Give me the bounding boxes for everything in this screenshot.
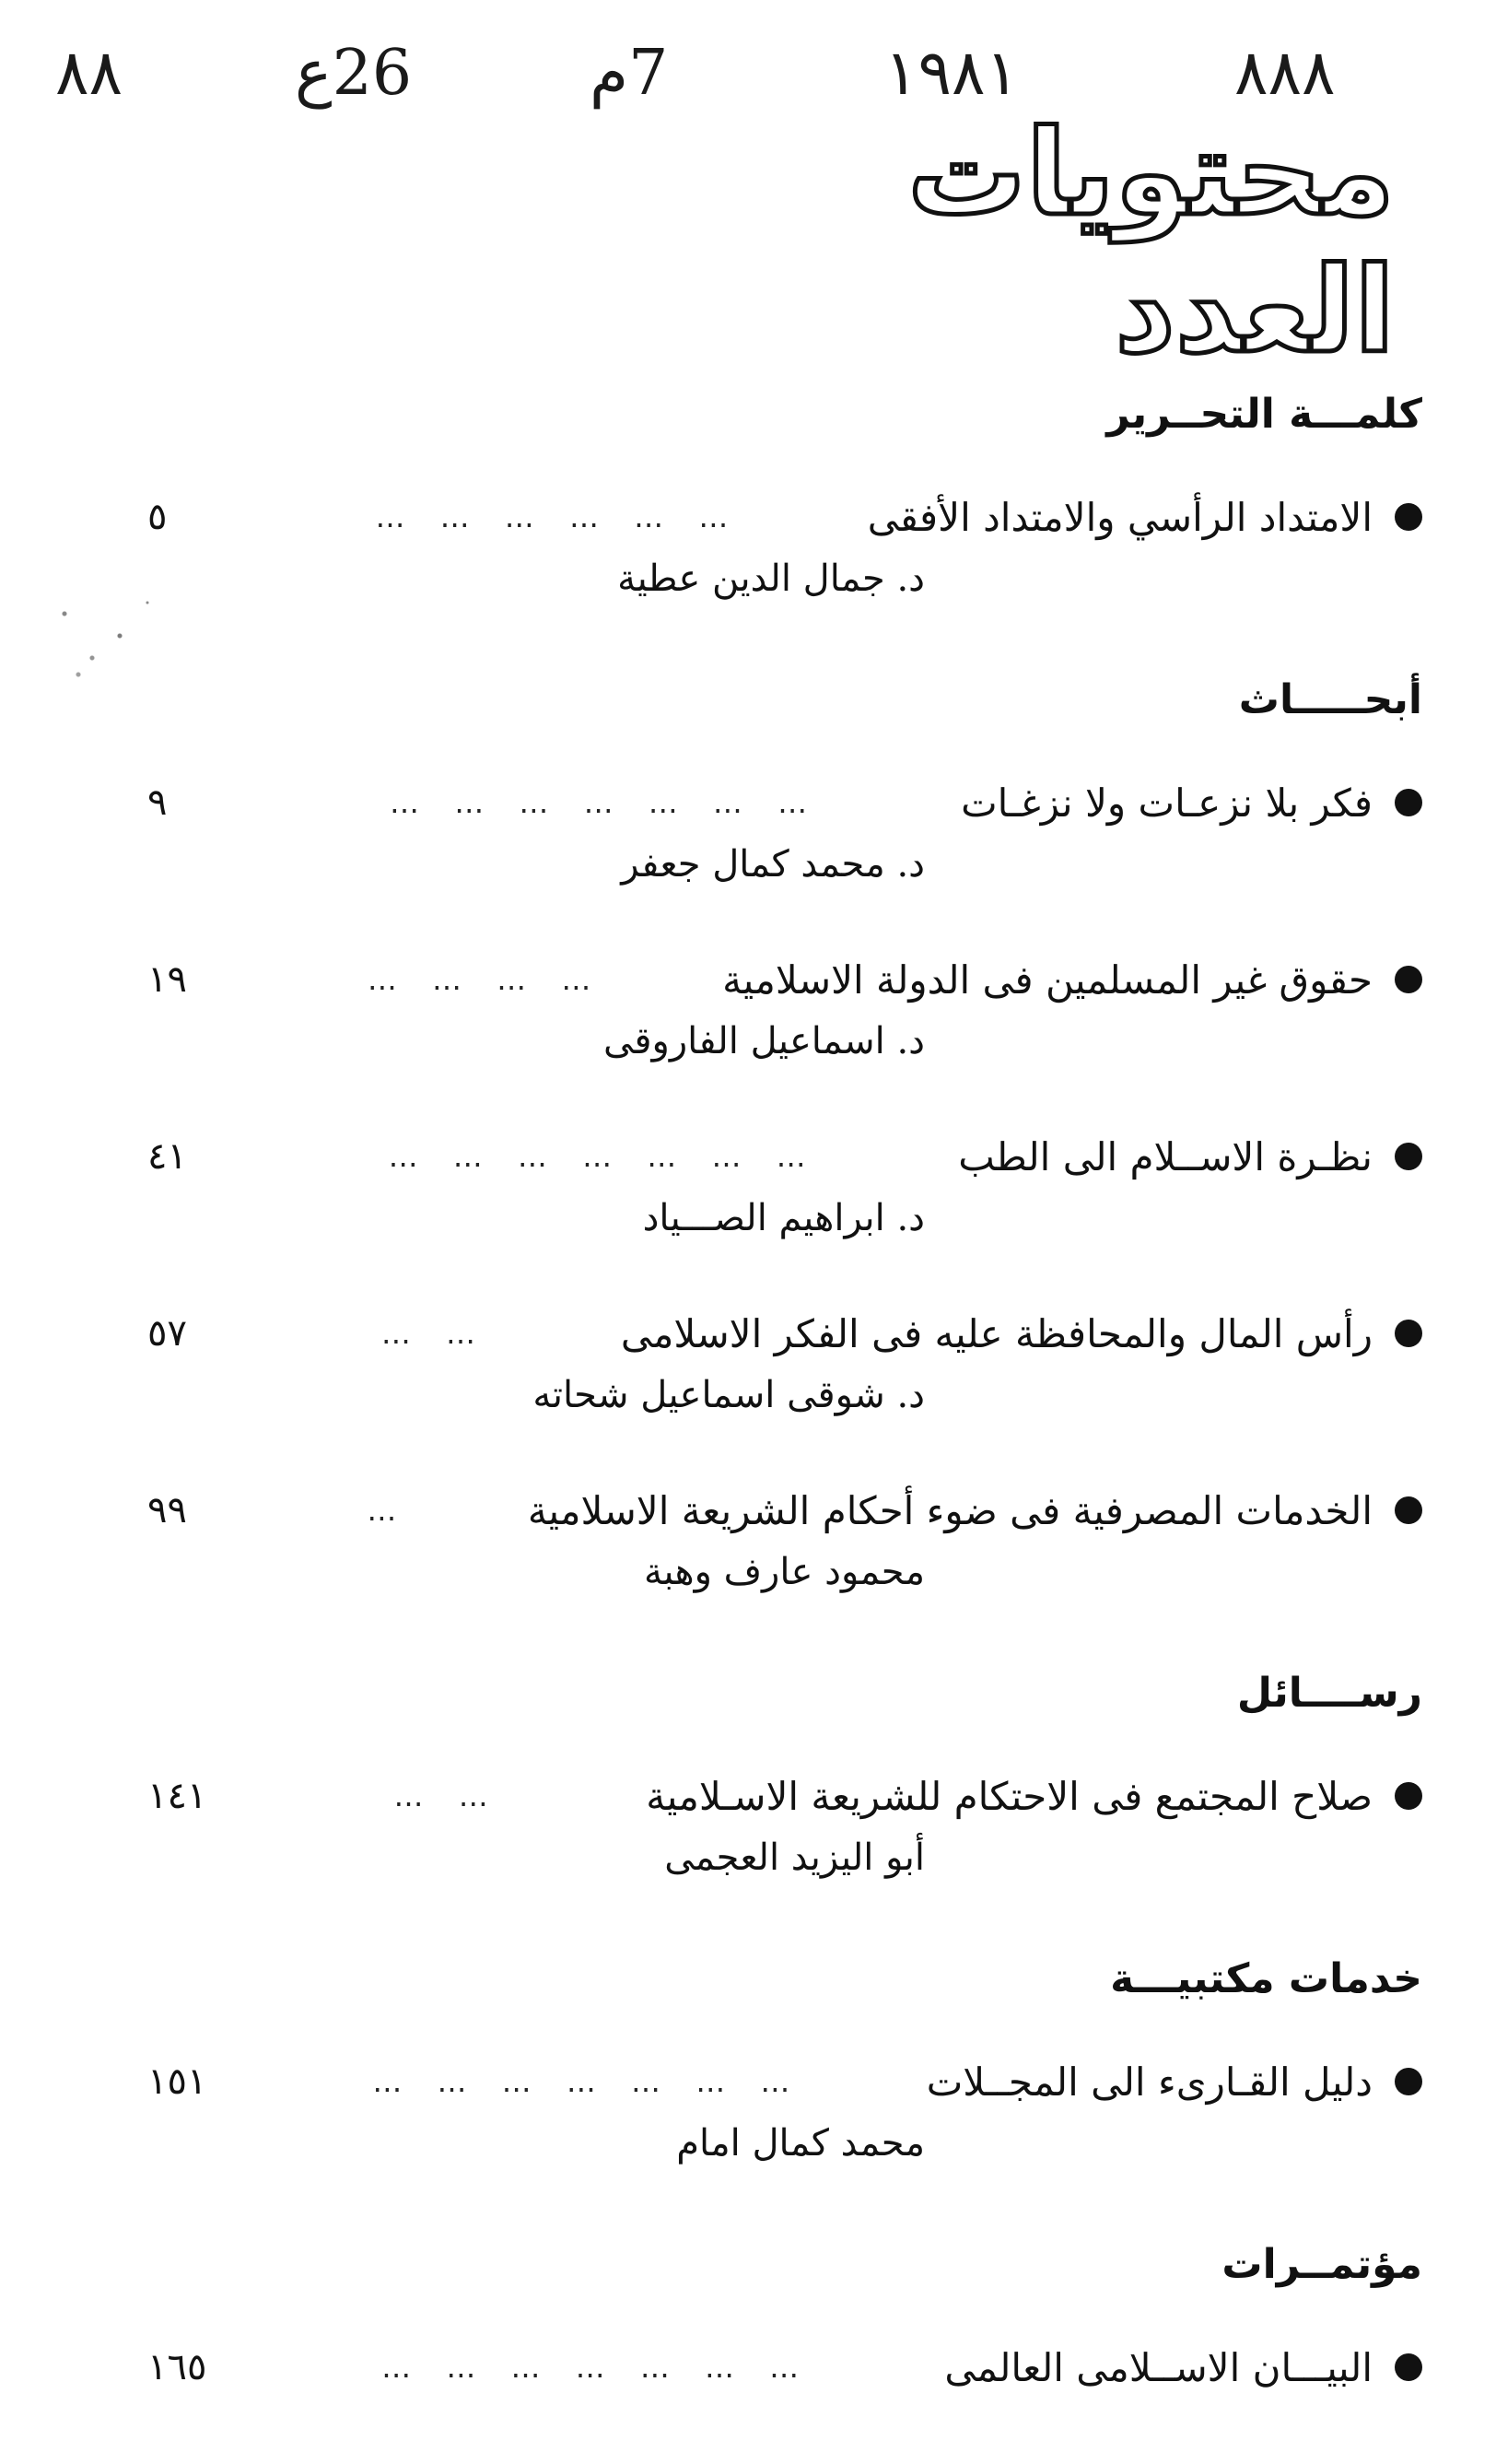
entry-author: د. اسماعيل الفاروقى bbox=[603, 1020, 925, 1062]
entry-title: الامتداد الرأسي والامتداد الأفقى bbox=[867, 494, 1373, 540]
page-number: ٩٩ bbox=[147, 1489, 187, 1531]
dot-leader: … … … … … … bbox=[375, 499, 742, 534]
toc-section-library-services bbox=[147, 1952, 1422, 2173]
entry-author: د. ابراهيم الصـــياد bbox=[642, 1197, 925, 1239]
dot-leader: … … … … … … … bbox=[381, 2350, 812, 2385]
dot-leader: … … … … … … … bbox=[372, 2064, 803, 2099]
toc-entry[interactable] bbox=[147, 1478, 1422, 1602]
toc-entry[interactable] bbox=[147, 1764, 1422, 1887]
page-number: ١٤١ bbox=[147, 1775, 207, 1817]
entry-title: دليل القـارىء الى المجــلات bbox=[926, 2059, 1373, 2105]
dot-leader: … … … … … … … bbox=[390, 785, 821, 820]
page-title: محتويات العدد bbox=[907, 104, 1395, 380]
entry-author: د. شوقى اسماعيل شحاته bbox=[532, 1374, 925, 1416]
entry-author: د. جمال الدين عطية bbox=[617, 557, 925, 600]
bullet-icon bbox=[1395, 2068, 1422, 2095]
toc-entry[interactable] bbox=[147, 485, 1422, 608]
toc-entry[interactable] bbox=[147, 947, 1422, 1071]
entry-title: نظـرة الاســلام الى الطب bbox=[958, 1133, 1373, 1179]
bullet-icon bbox=[1395, 1496, 1422, 1524]
handwritten-note: 26ع bbox=[295, 37, 413, 110]
toc-entry[interactable] bbox=[147, 1301, 1422, 1425]
section-heading: كلمـــة التحــرير bbox=[1106, 391, 1422, 438]
dot-leader: … … bbox=[380, 1316, 489, 1351]
dot-leader: … bbox=[367, 1493, 410, 1528]
section-heading: رســــائل bbox=[1236, 1670, 1422, 1717]
section-heading: خدمات مكتبيـــة bbox=[1110, 1955, 1422, 2002]
page-number: ١٩ bbox=[147, 958, 187, 1001]
toc-entry[interactable] bbox=[147, 770, 1422, 894]
dot-leader: … … … … … … … bbox=[388, 1139, 819, 1174]
entry-author: أبو اليزيد العجمى bbox=[664, 1836, 925, 1879]
entry-title: رأس المال والمحافظة عليه فى الفكر الاسلامى bbox=[620, 1310, 1373, 1356]
handwritten-note: 7م bbox=[590, 37, 669, 110]
entry-author: محمود عارف وهبة bbox=[643, 1551, 925, 1593]
entry-title: فكر بلا نزعـات ولا نزغـات bbox=[961, 780, 1373, 826]
page-number: ٥ bbox=[147, 496, 168, 538]
handwritten-note: ٨٨ bbox=[55, 37, 123, 110]
handwritten-note: ٨٨٨ bbox=[1234, 37, 1336, 110]
entry-title: الخدمات المصرفية فى ضوء أحكام الشريعة الاسلامية bbox=[527, 1487, 1373, 1533]
section-heading: أبحـــــاث bbox=[1238, 676, 1422, 723]
toc-section-research bbox=[147, 673, 1422, 1602]
handwritten-note: ١٩٨١ bbox=[884, 37, 1020, 110]
bullet-icon bbox=[1395, 966, 1422, 993]
bullet-icon bbox=[1395, 1320, 1422, 1347]
dot-leader: … … … … bbox=[367, 962, 604, 997]
bullet-icon bbox=[1395, 503, 1422, 531]
page-number: ١٦٥ bbox=[147, 2346, 207, 2388]
entry-author: د. محمد كمال جعفر bbox=[621, 843, 925, 886]
table-of-contents bbox=[147, 387, 1422, 2464]
toc-entry[interactable] bbox=[147, 2335, 1422, 2399]
page-number: ١٥١ bbox=[147, 2060, 207, 2103]
dot-leader: … … bbox=[393, 1778, 501, 1813]
entry-title: البيـــان الاســلامى العالمى bbox=[944, 2344, 1373, 2390]
toc-section-conferences bbox=[147, 2237, 1422, 2399]
page-number: ٥٧ bbox=[147, 1312, 187, 1355]
section-heading: مؤتمــرات bbox=[1221, 2241, 1422, 2288]
bullet-icon bbox=[1395, 1782, 1422, 1810]
toc-entry[interactable] bbox=[147, 1124, 1422, 1248]
toc-section-letters bbox=[147, 1666, 1422, 1887]
entry-author: محمد كمال امام bbox=[676, 2122, 925, 2165]
toc-section-editorial bbox=[147, 387, 1422, 608]
bullet-icon bbox=[1395, 789, 1422, 816]
toc-entry[interactable] bbox=[147, 2049, 1422, 2173]
bullet-icon bbox=[1395, 2353, 1422, 2381]
bullet-icon bbox=[1395, 1143, 1422, 1170]
page-number: ٩ bbox=[147, 781, 168, 824]
page-number: ٤١ bbox=[147, 1135, 187, 1178]
entry-title: صلاح المجتمع فى الاحتكام للشريعة الاسـلامية bbox=[646, 1773, 1373, 1819]
entry-title: حقوق غير المسلمين فى الدولة الاسلامية bbox=[722, 956, 1373, 1003]
